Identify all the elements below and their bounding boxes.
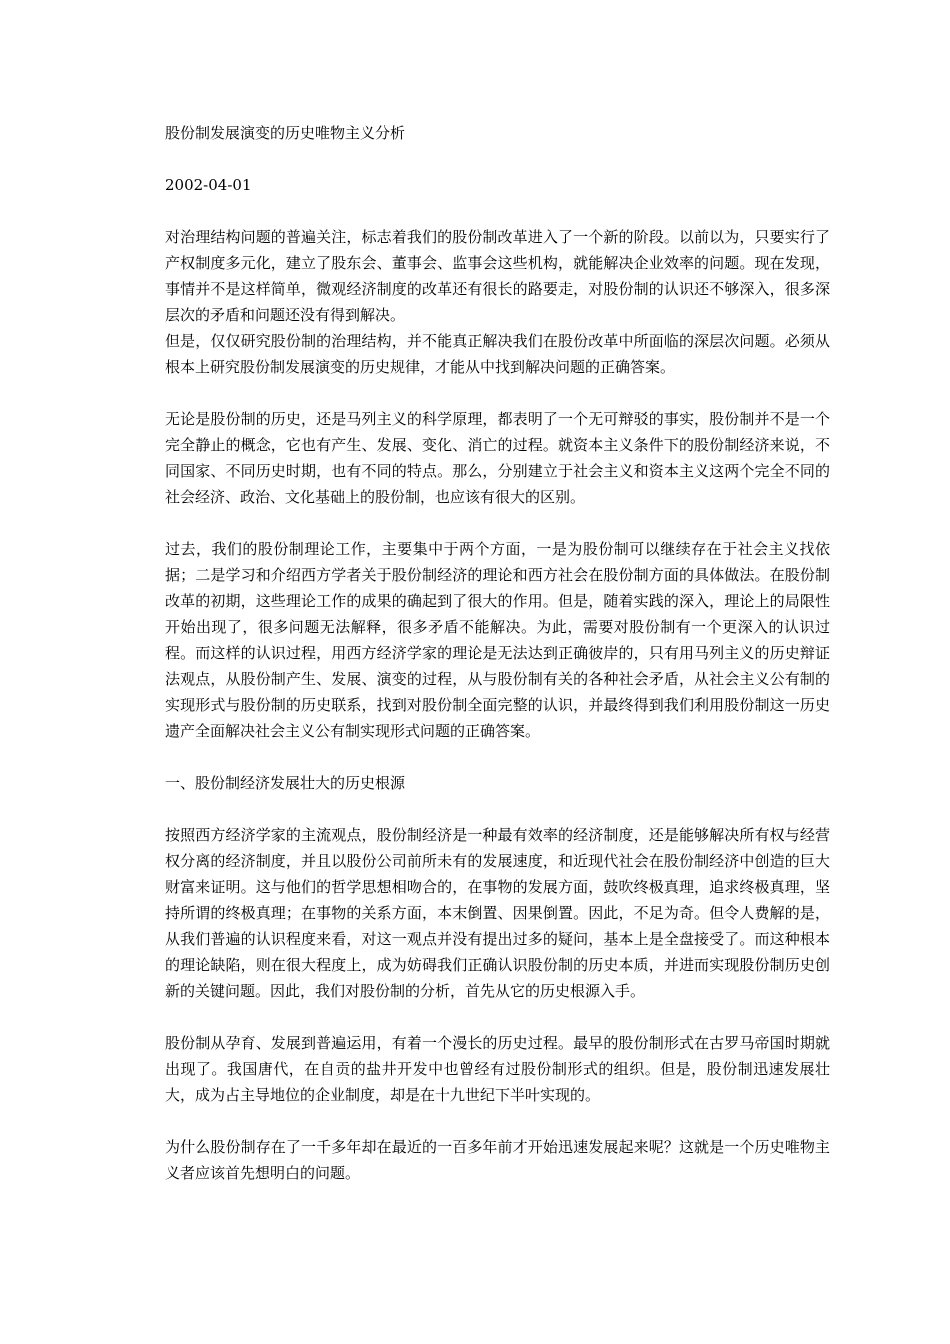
paragraph-origins: 股份制从孕育、发展到普遍运用，有着一个漫长的历史过程。最早的股份制形式在古罗马帝国时期就出现了。我国唐代，在自贡的盐井开发中也曾经有过股份制形式的组织。但是，股份制迅速发展壮大，成为占主导地位的企业制度，却是在十九世纪下半叶实现的。 bbox=[165, 1034, 830, 1104]
spacer bbox=[165, 198, 830, 224]
paragraph-intro-2: 但是，仅仅研究股份制的治理结构，并不能真正解决我们在股份改革中所面临的深层次问题。必须从根本上研究股份制发展演变的历史规律，才能从中找到解决问题的正确答案。 bbox=[165, 332, 830, 376]
paragraph-theory-work: 过去，我们的股份制理论工作，主要集中于两个方面，一是为股份制可以继续存在于社会主义找依据；二是学习和介绍西方学者关于股份制经济的理论和西方社会在股份制方面的具体做法。在股份制改革的初期，这些理论工作的成果的确起到了很大的作用。但是，随着实践的深入，理论上的局限性开始出现了，很多问题无法解释，很多矛盾不能解决。为此，需要对股份制有一个更深入的认识过程。而这样的认识过程，用西方经济学家的理论是无法达到正确彼岸的，只有用马列主义的历史辩证法观点，从股份制产生、发展、演变的过程，从与股份制有关的各种社会矛盾，从社会主义公有制的实现形式与股份制的历史联系，找到对股份制全面完整的认识，并最终得到我们利用股份制这一历史遗产全面解决社会主义公有制实现形式问题的正确答案。 bbox=[165, 540, 830, 740]
spacer bbox=[165, 510, 830, 536]
spacer bbox=[165, 146, 830, 172]
document-title: 股份制发展演变的历史唯物主义分析 bbox=[165, 124, 406, 142]
spacer bbox=[165, 1004, 830, 1030]
spacer bbox=[165, 744, 830, 770]
section-heading: 一、股份制经济发展壮大的历史根源 bbox=[165, 774, 406, 792]
spacer bbox=[165, 1108, 830, 1134]
document-date: 2002-04-01 bbox=[165, 176, 252, 194]
paragraph-question: 为什么股份制存在了一千多年却在最近的一百多年前才开始迅速发展起来呢？这就是一个历史唯物主义者应该首先想明白的问题。 bbox=[165, 1138, 830, 1182]
paragraph-history: 无论是股份制的历史，还是马列主义的科学原理，都表明了一个无可辩驳的事实，股份制并不是一个完全静止的概念，它也有产生、发展、变化、消亡的过程。就资本主义条件下的股份制经济来说，不同国家、不同历史时期，也有不同的特点。那么，分别建立于社会主义和资本主义这两个完全不同的社会经济、政治、文化基础上的股份制，也应该有很大的区别。 bbox=[165, 410, 830, 506]
paragraph-intro-1: 对治理结构问题的普遍关注，标志着我们的股份制改革进入了一个新的阶段。以前以为，只要实行了产权制度多元化，建立了股东会、董事会、监事会这些机构，就能解决企业效率的问题。现在发现，事情并不是这样简单，微观经济制度的改革还有很长的路要走，对股份制的认识还不够深入，很多深层次的矛盾和问题还没有得到解决。 bbox=[165, 228, 830, 324]
spacer bbox=[165, 796, 830, 822]
spacer bbox=[165, 380, 830, 406]
document-body bbox=[165, 120, 830, 1186]
paragraph-western-view: 按照西方经济学家的主流观点，股份制经济是一种最有效率的经济制度，还是能够解决所有权与经营权分离的经济制度，并且以股份公司前所未有的发展速度，和近现代社会在股份制经济中创造的巨大财富来证明。这与他们的哲学思想相吻合的，在事物的发展方面，鼓吹终极真理，追求终极真理，坚持所谓的终极真理；在事物的关系方面，本末倒置、因果倒置。因此，不足为奇。但令人费解的是，从我们普遍的认识程度来看，对这一观点并没有提出过多的疑问，基本上是全盘接受了。而这种根本的理论缺陷，则在很大程度上，成为妨碍我们正确认识股份制的历史本质，并进而实现股份制历史创新的关键问题。因此，我们对股份制的分析，首先从它的历史根源入手。 bbox=[165, 826, 830, 1000]
